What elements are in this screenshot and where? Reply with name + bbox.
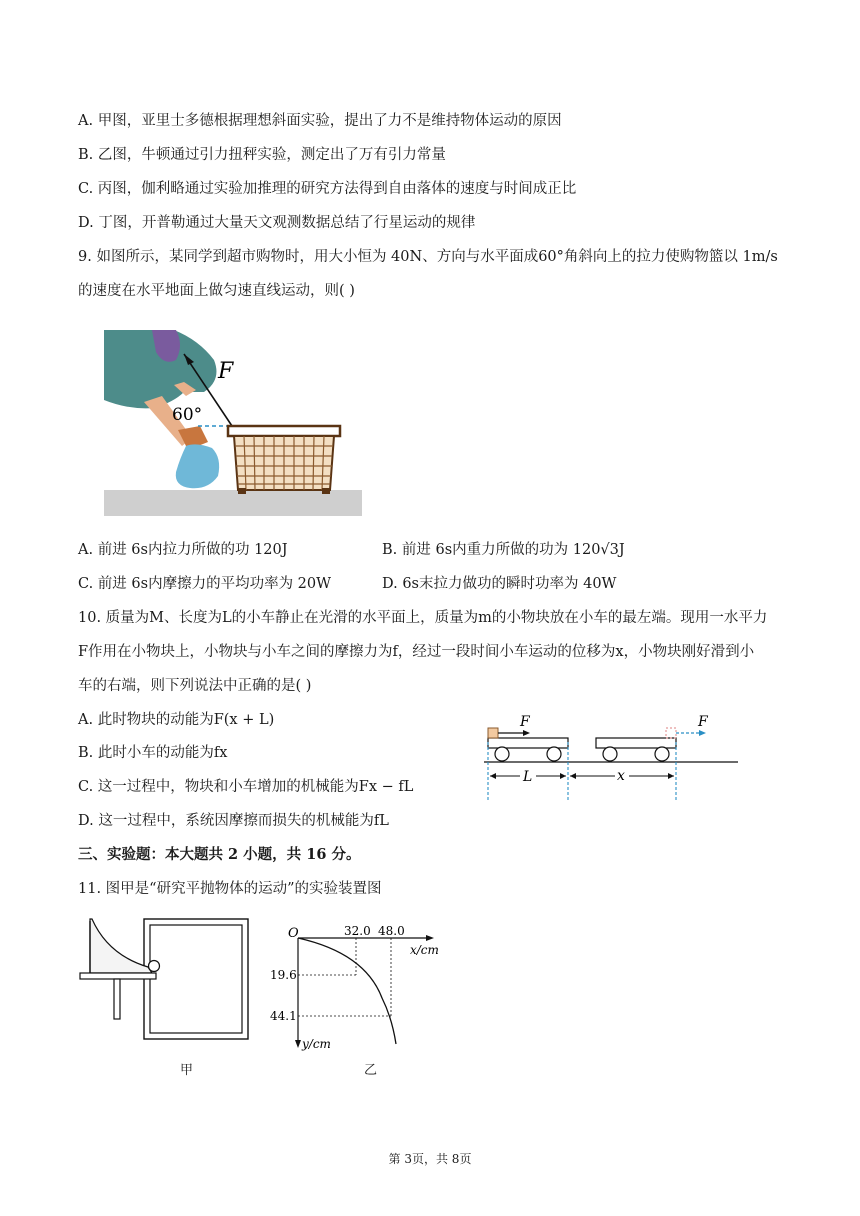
q9-option-c: C. 前进 6s内摩擦力的平均功率为 20W <box>78 576 332 592</box>
force-label-f: F <box>218 359 234 384</box>
q10-option-a: A. 此时物块的动能为F(x + L) <box>78 712 275 728</box>
section-heading: 三、实验题：本大题共 2 小题，共 16 分。 <box>78 846 361 863</box>
trajectory-graph <box>270 918 450 1062</box>
q10-stem-line2: F作用在小物块上，小物块与小车之间的摩擦力为f，经过一段时间小车运动的位移为x，小物块刚好滑到小 <box>78 644 755 660</box>
origin-label: O <box>288 926 299 941</box>
q9-option-a: A. 前进 6s内拉力所做的功 120J <box>78 542 288 558</box>
ramp <box>90 919 152 973</box>
length-label: L <box>523 769 533 785</box>
shoe <box>176 444 219 488</box>
force-label-1: F <box>520 714 530 730</box>
caption-jia: 甲 <box>180 1063 194 1078</box>
q10-figure <box>480 712 742 808</box>
x-tick-1: 32.0 <box>344 924 371 938</box>
y-tick-2: 44.1 <box>270 1009 297 1023</box>
x-axis-label: x/cm <box>410 943 439 957</box>
q9-stem-line2: 的速度在水平地面上做匀速直线运动，则( ) <box>78 283 355 299</box>
q10-option-b: B. 此时小车的动能为fx <box>78 745 228 761</box>
q9-stem-line1: 9. 如图所示，某同学到超市购物时，用大小恒为 40N、方向与水平面成60°角斜向上的拉力使购物篮以 1m/s <box>78 249 778 265</box>
q9-option-b: B. 前进 6s内重力所做的功为 120√3J <box>382 542 625 558</box>
q9-figure <box>104 330 366 524</box>
q8-option-b: B. 乙图，牛顿通过引力扭秤实验，测定出了万有引力常量 <box>78 147 446 163</box>
table-top <box>80 973 156 979</box>
q10-stem-line3: 车的右端，则下列说法中正确的是( ) <box>78 678 312 694</box>
y-tick-1: 19.6 <box>270 968 297 982</box>
q8-option-c: C. 丙图，伽利略通过实验加推理的研究方法得到自由落体的速度与时间成正比 <box>78 181 577 197</box>
apparatus-figure <box>78 915 258 1049</box>
force-label-2: F <box>698 714 708 730</box>
q10-stem-line1: 10. 质量为M、长度为L的小车静止在光滑的水平面上，质量为m的小物块放在小车的最左端。现用一水平力 <box>78 610 768 626</box>
displacement-label: x <box>617 768 625 784</box>
angle-label: 60° <box>172 405 203 425</box>
q8-option-d: D. 丁图，开普勒通过大量天文观测数据总结了行星运动的规律 <box>78 215 476 231</box>
cart-final <box>596 728 676 761</box>
ball <box>149 961 160 972</box>
shopping-basket <box>228 426 340 494</box>
table-leg <box>114 979 120 1019</box>
trajectory-curve <box>298 938 396 1044</box>
page-footer: 第 3页，共 8页 <box>388 1152 472 1166</box>
q9-option-d: D. 6s末拉力做功的瞬时功率为 40W <box>382 576 617 592</box>
board-frame <box>144 919 248 1039</box>
q10-option-d: D. 这一过程中，系统因摩擦而损失的机械能为fL <box>78 813 389 829</box>
caption-yi: 乙 <box>364 1063 378 1078</box>
q10-option-c: C. 这一过程中，物块和小车增加的机械能为Fx − fL <box>78 779 414 795</box>
q8-option-a: A. 甲图，亚里士多德根据理想斜面实验，提出了力不是维持物体运动的原因 <box>78 113 562 129</box>
x-tick-2: 48.0 <box>378 924 405 938</box>
q11-stem: 11. 图甲是“研究平抛物体的运动”的实验装置图 <box>78 881 382 897</box>
y-axis-label: y/cm <box>302 1037 331 1051</box>
